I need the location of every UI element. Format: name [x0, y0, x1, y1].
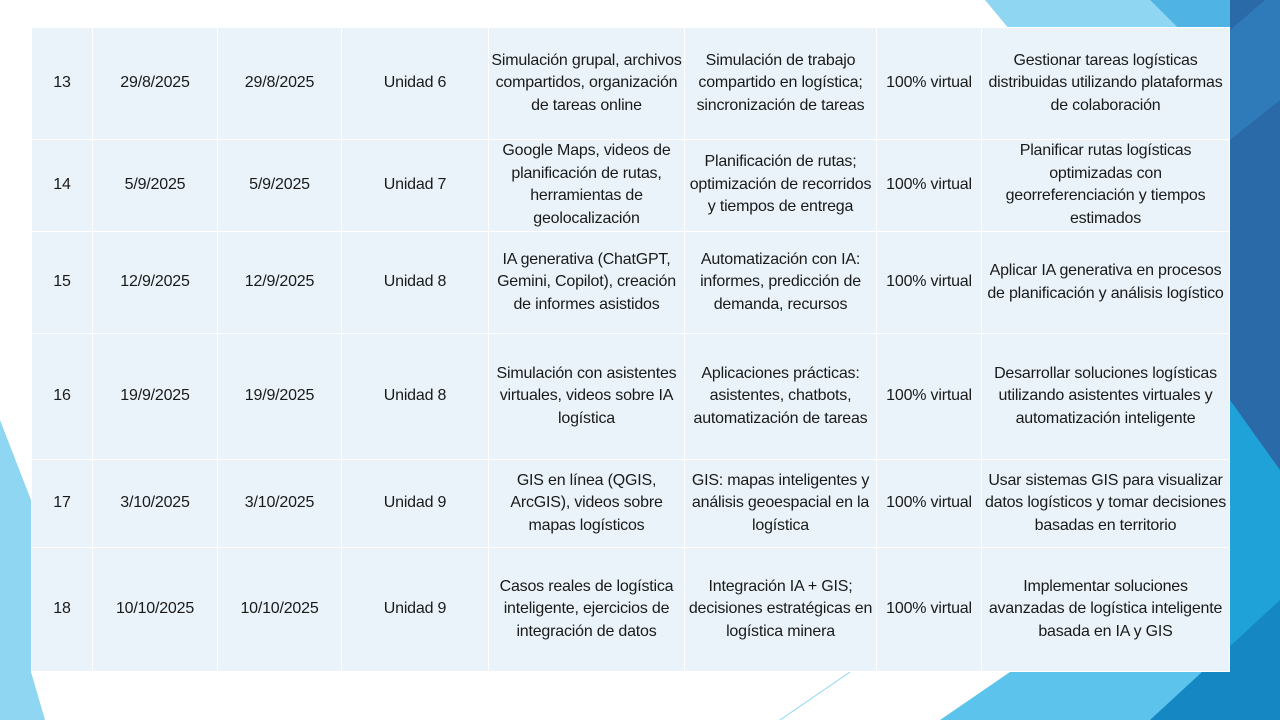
table-row [32, 139, 1230, 231]
cell-modality: 100% virtual [877, 231, 982, 333]
cell-resources: Google Maps, videos de planificación de rutas, herramientas de geolocalización [489, 139, 685, 231]
table-row [32, 231, 1230, 333]
cell-content: Planificación de rutas; optimización de recorridos y tiempos de entrega [685, 139, 877, 231]
cell-unit: Unidad 9 [342, 459, 489, 547]
cell-resources: GIS en línea (QGIS, ArcGIS), videos sobre mapas logísticos [489, 459, 685, 547]
cell-resources: IA generativa (ChatGPT, Gemini, Copilot), creación de informes asistidos [489, 231, 685, 333]
schedule-table-container [31, 27, 1229, 672]
cell-unit: Unidad 9 [342, 548, 489, 672]
cell-week-number: 17 [32, 459, 93, 547]
cell-unit: Unidad 6 [342, 28, 489, 140]
table-row [32, 459, 1230, 547]
cell-modality: 100% virtual [877, 548, 982, 672]
cell-week-number: 13 [32, 28, 93, 140]
schedule-table [31, 27, 1230, 672]
cell-start-date: 3/10/2025 [93, 459, 218, 547]
cell-end-date: 19/9/2025 [218, 334, 342, 460]
cell-modality: 100% virtual [877, 459, 982, 547]
cell-end-date: 3/10/2025 [218, 459, 342, 547]
cell-resources: Simulación con asistentes virtuales, videos sobre IA logística [489, 334, 685, 460]
cell-end-date: 12/9/2025 [218, 231, 342, 333]
cell-objective: Implementar soluciones avanzadas de logística inteligente basada en IA y GIS [982, 548, 1230, 672]
cell-start-date: 10/10/2025 [93, 548, 218, 672]
cell-start-date: 29/8/2025 [93, 28, 218, 140]
cell-content: Simulación de trabajo compartido en logística; sincronización de tareas [685, 28, 877, 140]
cell-unit: Unidad 8 [342, 231, 489, 333]
cell-start-date: 12/9/2025 [93, 231, 218, 333]
table-row [32, 334, 1230, 460]
cell-resources: Simulación grupal, archivos compartidos, organización de tareas online [489, 28, 685, 140]
cell-start-date: 5/9/2025 [93, 139, 218, 231]
cell-modality: 100% virtual [877, 139, 982, 231]
cell-content: GIS: mapas inteligentes y análisis geoespacial en la logística [685, 459, 877, 547]
table-row [32, 548, 1230, 672]
cell-end-date: 5/9/2025 [218, 139, 342, 231]
cell-end-date: 29/8/2025 [218, 28, 342, 140]
cell-modality: 100% virtual [877, 334, 982, 460]
decor-line [780, 672, 850, 720]
cell-modality: 100% virtual [877, 28, 982, 140]
cell-unit: Unidad 7 [342, 139, 489, 231]
cell-week-number: 16 [32, 334, 93, 460]
cell-week-number: 18 [32, 548, 93, 672]
cell-objective: Desarrollar soluciones logísticas utilizando asistentes virtuales y automatización inteligente [982, 334, 1230, 460]
cell-week-number: 14 [32, 139, 93, 231]
cell-content: Automatización con IA: informes, predicción de demanda, recursos [685, 231, 877, 333]
decor-shape-top-light [985, 0, 1180, 30]
cell-week-number: 15 [32, 231, 93, 333]
cell-unit: Unidad 8 [342, 334, 489, 460]
cell-objective: Gestionar tareas logísticas distribuidas utilizando plataformas de colaboración [982, 28, 1230, 140]
cell-content: Integración IA + GIS; decisiones estratégicas en logística minera [685, 548, 877, 672]
cell-objective: Planificar rutas logísticas optimizadas con georreferenciación y tiempos estimados [982, 139, 1230, 231]
cell-resources: Casos reales de logística inteligente, ejercicios de integración de datos [489, 548, 685, 672]
cell-objective: Usar sistemas GIS para visualizar datos logísticos y tomar decisiones basadas en territorio [982, 459, 1230, 547]
cell-objective: Aplicar IA generativa en procesos de planificación y análisis logístico [982, 231, 1230, 333]
table-row [32, 28, 1230, 140]
cell-start-date: 19/9/2025 [93, 334, 218, 460]
cell-end-date: 10/10/2025 [218, 548, 342, 672]
cell-content: Aplicaciones prácticas: asistentes, chatbots, automatización de tareas [685, 334, 877, 460]
